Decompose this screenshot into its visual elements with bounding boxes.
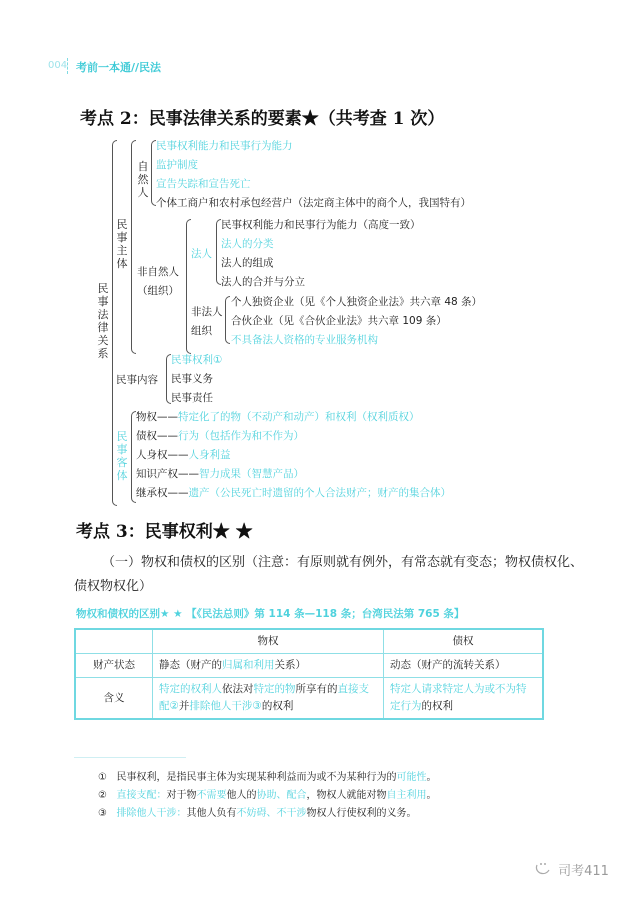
- page-number: 004: [48, 60, 68, 71]
- book-title: 考前一本通//民法: [76, 61, 162, 74]
- object-item: 债权——行为（包括作为和不作为）: [136, 430, 304, 442]
- table-caption: 物权和债权的区别★ ★ 【《民法总则》第 114 条—118 条；台湾民法第 765 条】: [76, 608, 465, 620]
- table-cell: 静态（财产的归属和利用关系）: [153, 654, 384, 678]
- np-item: 个体工商户和农村承包经营户（法定商主体中的商个人，我国特有）: [156, 197, 471, 209]
- nlp-item: 不具备法人资格的专业服务机构: [231, 334, 378, 346]
- object-item: 物权——特定化了的物（不动产和动产）和权利（权利质权）: [136, 411, 420, 423]
- np-item: 监护制度: [156, 159, 198, 171]
- footnote-2: ② 直接支配：对于物不需要他人的协助、配合，物权人就能对物自主利用。: [98, 790, 437, 801]
- table-header-cell: 债权: [384, 629, 544, 654]
- content-label: 民事内容: [116, 374, 158, 386]
- table-cell: 特定的权利人依法对特定的物所享有的直接支配②并排除他人干涉③的权利: [153, 678, 384, 720]
- root-label: 民事法律关系: [97, 282, 109, 360]
- subject-label: 民事主体: [116, 218, 128, 270]
- section3-subheading: （一）物权和债权的区别（注意：有原则就有例外，有常态就有变态；物权债权化、债权物权化）: [74, 555, 584, 594]
- non-legal-person-bracket: [225, 296, 230, 344]
- subject-bracket: [131, 140, 136, 354]
- watermark-text: 司考411: [558, 864, 609, 879]
- comparison-table: [74, 628, 544, 720]
- row-label: 财产状态: [75, 654, 153, 678]
- non-legal-person-label: 非法人: [191, 306, 223, 318]
- content-item: 民事义务: [171, 373, 213, 385]
- footnote-3: ③ 排除他人干涉：其他人负有不妨碍、不干涉物权人行使权利的义务。: [98, 808, 417, 819]
- nlp-item: 合伙企业（见《合伙企业法》共六章 109 条）: [231, 315, 447, 327]
- section2-title: 考点 2：民事法律关系的要素★（共考查 1 次）: [80, 109, 445, 129]
- table-cell: 特定人请求特定人为或不为特定行为的权利: [384, 678, 544, 720]
- object-label: 民事客体: [116, 430, 128, 482]
- non-natural-label-2: （组织）: [137, 285, 179, 297]
- footnote-1: ① 民事权利，是指民事主体为实现某种利益而为或不为某种行为的可能性。: [98, 772, 437, 783]
- object-item: 人身权——人身利益: [136, 449, 231, 461]
- non-legal-person-label-2: 组织: [191, 325, 212, 337]
- table-header-cell: [75, 629, 153, 654]
- watermark: [534, 860, 609, 879]
- np-item: 宣告失踪和宣告死亡: [156, 178, 251, 190]
- np-item: 民事权利能力和民事行为能力: [156, 140, 293, 152]
- table-header-row: [75, 629, 543, 654]
- lp-item: 法人的组成: [221, 257, 274, 269]
- footnote-divider: [74, 757, 186, 758]
- content-item: 民事权利①: [171, 354, 223, 366]
- lp-item: 法人的分类: [221, 238, 274, 250]
- legal-person-label: 法人: [191, 248, 212, 260]
- table-cell: 动态（财产的流转关系）: [384, 654, 544, 678]
- row-label: 含义: [75, 678, 153, 720]
- header-divider: [67, 58, 68, 74]
- object-item: 知识产权——智力成果（智慧产品）: [136, 468, 304, 480]
- table-header-cell: 物权: [153, 629, 384, 654]
- lp-item: 法人的合并与分立: [221, 276, 305, 288]
- non-natural-label: 非自然人: [137, 266, 179, 278]
- content-item: 民事责任: [171, 392, 213, 404]
- section3-title: 考点 3：民事权利★ ★: [76, 522, 253, 542]
- nlp-item: 个人独资企业（见《个人独资企业法》共六章 48 条）: [231, 296, 483, 308]
- wechat-icon: [534, 864, 558, 879]
- lp-item: 民事权利能力和民事行为能力（高度一致）: [221, 219, 421, 231]
- natural-person-label: 自然人: [137, 160, 149, 199]
- table-row: [75, 678, 543, 720]
- table-row: [75, 654, 543, 678]
- object-item: 继承权——遗产（公民死亡时遗留的个人合法财产；财产的集合体）: [136, 487, 451, 499]
